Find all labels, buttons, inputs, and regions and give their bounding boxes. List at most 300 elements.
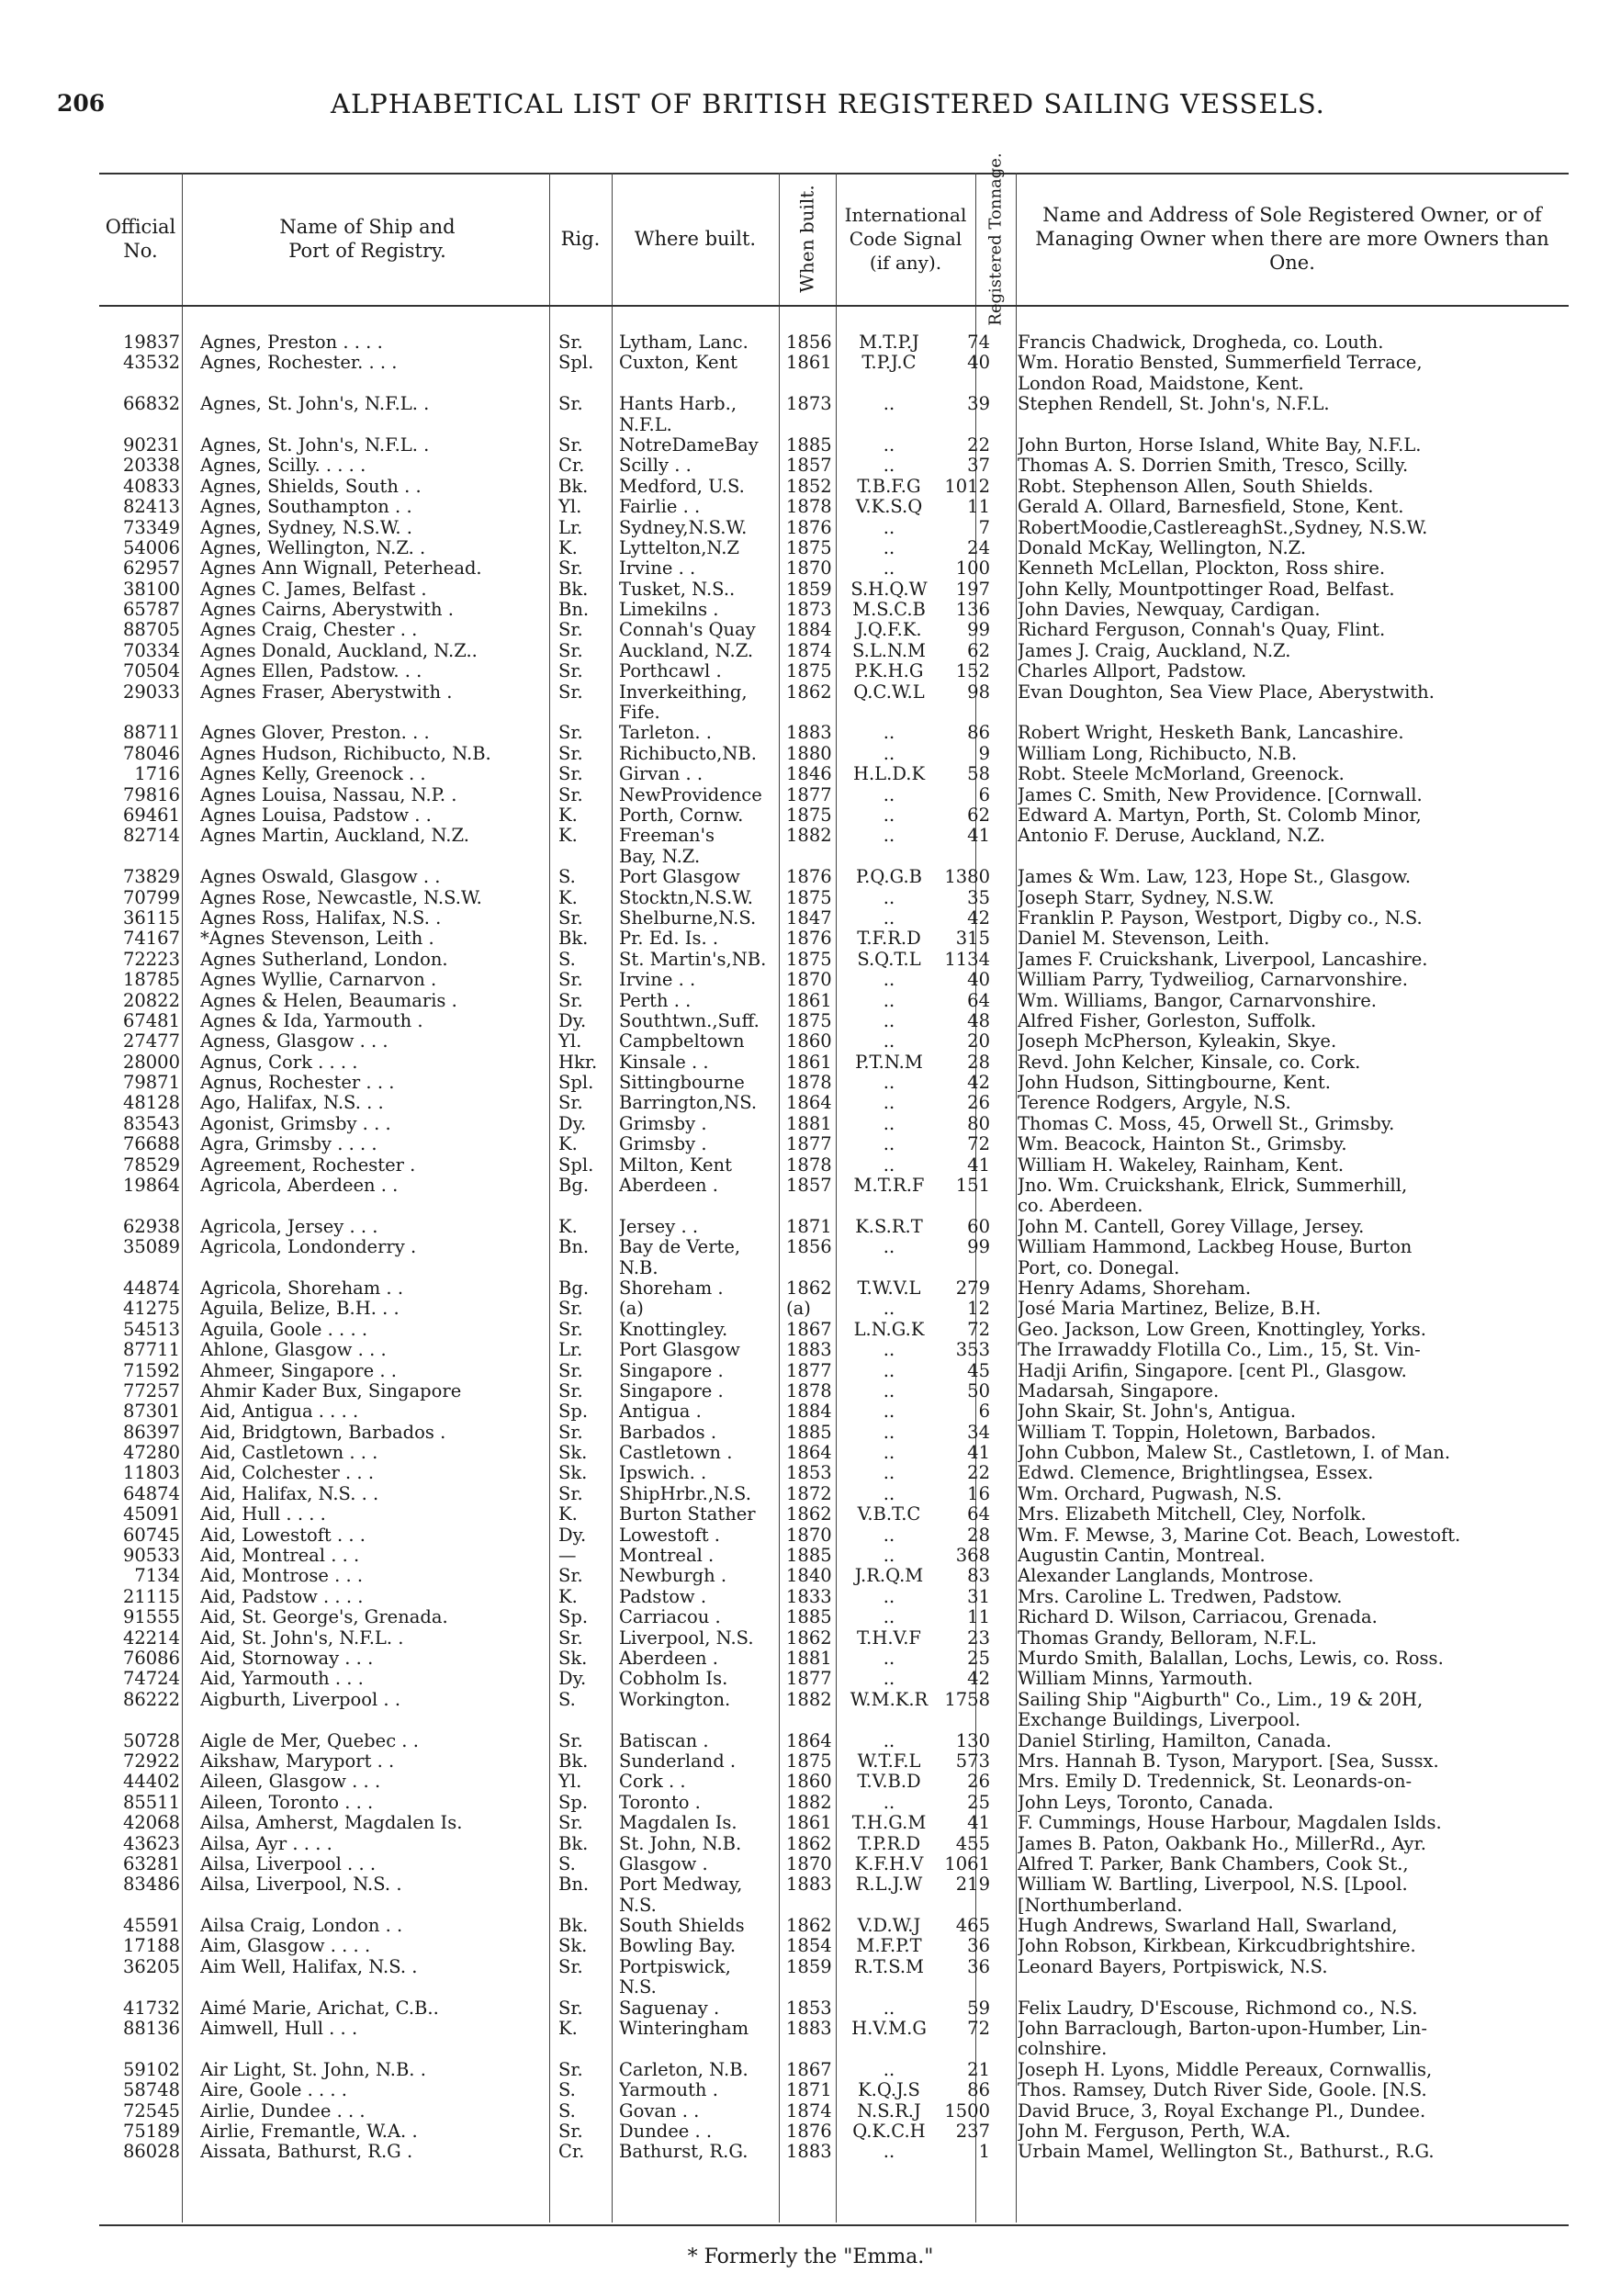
- official-no: 79871: [122, 1072, 180, 1094]
- where-built: Girvan . .: [619, 764, 704, 785]
- owner: John Kelly, Mountpottinger Road, Belfast.: [1018, 579, 1395, 600]
- when-built: 1878: [786, 1072, 832, 1094]
- ship-name: Agnes, Shields, South . .: [200, 476, 422, 497]
- when-built: 1884: [786, 1401, 832, 1423]
- owner: Henry Adams, Shoreham.: [1018, 1277, 1252, 1299]
- ship-name: Agness, Glasgow . . .: [200, 1031, 388, 1052]
- tonnage: 573: [955, 1750, 990, 1772]
- rig: Bg.: [558, 1175, 590, 1197]
- code-signal: T.V.B.D: [857, 1771, 921, 1793]
- ship-name: Aikshaw, Maryport . .: [200, 1750, 395, 1772]
- code-signal: ..: [883, 536, 895, 558]
- official-no: 69461: [122, 804, 180, 826]
- table-row: [99, 1134, 1569, 1154]
- owner: colnshire.: [1018, 2039, 1108, 2060]
- official-no: 19837: [122, 332, 180, 353]
- when-built: 1862: [786, 1626, 832, 1649]
- rig: Lr.: [558, 516, 583, 538]
- rig: Yl.: [558, 1030, 582, 1052]
- official-no: 50728: [122, 1729, 180, 1751]
- ship-name: Agnes Martin, Auckland, N.Z.: [200, 826, 469, 847]
- tonnage: 26: [967, 1771, 990, 1793]
- owner: David Bruce, 3, Royal Exchange Pl., Dundee.: [1018, 2100, 1426, 2122]
- official-no: 90533: [122, 1545, 180, 1567]
- where-built: Jersey . .: [619, 1216, 699, 1237]
- when-built: 1883: [786, 1339, 832, 1361]
- when-built: 1870: [786, 969, 832, 991]
- table-row: [99, 764, 1569, 784]
- tonnage: 219: [955, 1874, 990, 1896]
- code-signal: J.R.Q.M: [854, 1565, 924, 1587]
- code-signal: ..: [883, 1545, 895, 1567]
- code-signal: ..: [883, 989, 895, 1011]
- table-row: [99, 2019, 1569, 2039]
- code-signal: S.Q.T.L: [857, 948, 921, 970]
- table-row: [99, 641, 1569, 661]
- rig: S.: [558, 1852, 576, 1874]
- tonnage: 37: [967, 455, 990, 477]
- ship-name: Agnes Hudson, Richibucto, N.B.: [200, 743, 491, 764]
- ship-name: Aid, Halifax, N.S. . .: [200, 1483, 379, 1504]
- code-signal: W.M.K.R: [850, 1688, 929, 1710]
- table-row: [99, 1176, 1569, 1196]
- owner: Wm. F. Mewse, 3, Marine Cot. Beach, Lowestoft.: [1018, 1525, 1461, 1546]
- code-signal: ..: [883, 1462, 895, 1484]
- tonnage: 42: [967, 906, 990, 929]
- table-row: [99, 1011, 1569, 1031]
- ship-name: Agnus, Rochester . . .: [200, 1073, 395, 1094]
- when-built: 1875: [786, 536, 832, 558]
- rig: Lr.: [558, 1339, 583, 1361]
- tonnage: 16: [967, 1482, 990, 1504]
- table-row: [99, 2122, 1569, 2142]
- ship-name: Air Light, St. John, N.B. .: [200, 2059, 426, 2080]
- code-signal: ..: [883, 1668, 895, 1690]
- table-row: [99, 1628, 1569, 1649]
- owner: James F. Cruickshank, Liverpool, Lancashire.: [1018, 949, 1428, 970]
- official-no: 43532: [122, 352, 180, 374]
- tonnage: 31: [967, 1585, 990, 1607]
- official-no: 20822: [122, 989, 180, 1011]
- when-built: 1864: [786, 1442, 832, 1464]
- table-row: [99, 1607, 1569, 1627]
- owner: Francis Chadwick, Drogheda, co. Louth.: [1018, 332, 1384, 353]
- owner: Geo. Jackson, Low Green, Knottingley, Yorks.: [1018, 1319, 1426, 1340]
- when-built: 1857: [786, 1175, 832, 1197]
- official-no: 86028: [122, 2141, 180, 2163]
- tonnage: 42: [967, 1072, 990, 1094]
- official-no: 74724: [122, 1668, 180, 1690]
- where-built: Kinsale . .: [619, 1052, 709, 1073]
- when-built: 1861: [786, 1051, 832, 1073]
- rig: Sr.: [558, 1626, 583, 1649]
- ship-name: Agnes Ellen, Padstow. . .: [200, 661, 422, 682]
- when-built: 1880: [786, 742, 832, 764]
- ship-name: Aid, Castletown . . .: [200, 1443, 378, 1464]
- code-signal: ..: [883, 1236, 895, 1258]
- when-built: 1883: [786, 722, 832, 744]
- code-signal: ..: [883, 1997, 895, 2019]
- ship-name: Agnes Donald, Auckland, N.Z..: [200, 640, 478, 661]
- tonnage: 41: [967, 1442, 990, 1464]
- where-built: Shelburne,N.S.: [619, 907, 757, 929]
- when-built: 1862: [786, 681, 832, 703]
- rig: Spl.: [558, 1072, 594, 1094]
- when-built: 1875: [786, 948, 832, 970]
- header-where-built: Where built.: [634, 228, 757, 250]
- tonnage: 35: [967, 886, 990, 908]
- owner: Joseph McPherson, Kyleakin, Skye.: [1018, 1031, 1337, 1052]
- tonnage: 34: [967, 1421, 990, 1443]
- ship-name: Aim, Glasgow . . . .: [200, 1936, 371, 1957]
- official-no: 66832: [122, 393, 180, 415]
- official-no: 79816: [122, 783, 180, 805]
- official-no: 77257: [122, 1379, 180, 1401]
- official-no: 88705: [122, 619, 180, 641]
- owner: Robert Wright, Hesketh Bank, Lancashire.: [1018, 723, 1404, 744]
- owner: Daniel M. Stevenson, Leith.: [1018, 929, 1270, 950]
- rig: Sr.: [558, 1482, 583, 1504]
- owner: Robt. Stephenson Allen, South Shields.: [1018, 476, 1374, 497]
- owner: William W. Bartling, Liverpool, N.S. [Lpool.: [1018, 1874, 1408, 1896]
- when-built: 1874: [786, 639, 832, 661]
- tonnage: 39: [967, 393, 990, 415]
- code-signal: V.D.W.J: [857, 1915, 921, 1937]
- code-signal: ..: [883, 1648, 895, 1669]
- when-built: 1859: [786, 578, 832, 600]
- when-built: 1875: [786, 660, 832, 682]
- when-built: 1857: [786, 455, 832, 477]
- when-built: 1878: [786, 1154, 832, 1176]
- table-row: [99, 1874, 1569, 1895]
- ship-name: Agnes Glover, Preston. . .: [200, 723, 430, 744]
- where-built: Castletown .: [619, 1443, 733, 1464]
- rig: Sr.: [558, 639, 583, 661]
- ship-name: Agreement, Rochester .: [200, 1154, 416, 1176]
- where-built: Liverpool, N.S.: [619, 1627, 754, 1649]
- tonnage: 25: [967, 1791, 990, 1813]
- rig: Sr.: [558, 1359, 583, 1381]
- code-signal: V.K.S.Q: [855, 496, 923, 518]
- owner: Mrs. Elizabeth Mitchell, Cley, Norfolk.: [1018, 1504, 1367, 1525]
- owner: Port, co. Donegal.: [1018, 1257, 1180, 1278]
- when-built: 1873: [786, 599, 832, 621]
- when-built: (a): [786, 1298, 811, 1320]
- when-built: 1867: [786, 2058, 832, 2080]
- owner: John Hudson, Sittingbourne, Kent.: [1018, 1073, 1331, 1094]
- where-built: NotreDameBay: [619, 434, 759, 456]
- table-row: [99, 908, 1569, 929]
- table-row: [99, 1998, 1569, 2019]
- rig: Sr.: [558, 742, 583, 764]
- where-built: Govan . .: [619, 2100, 700, 2122]
- owner: Thos. Ramsey, Dutch River Side, Goole. [N.S.: [1018, 2080, 1427, 2101]
- ship-name: Aimé Marie, Arichat, C.B..: [200, 1998, 439, 2019]
- ship-name: Aire, Goole . . . .: [200, 2080, 347, 2101]
- when-built: 1878: [786, 496, 832, 518]
- code-signal: ..: [883, 906, 895, 929]
- official-no: 70504: [122, 660, 180, 682]
- owner: Edwd. Clemence, Brightlingsea, Essex.: [1018, 1463, 1374, 1484]
- ship-name: Agnes Fraser, Aberystwith .: [200, 681, 453, 703]
- rig: Dy.: [558, 1668, 587, 1690]
- tonnage: 197: [955, 578, 990, 600]
- tonnage: 62: [967, 804, 990, 826]
- tonnage: 22: [967, 1462, 990, 1484]
- owner: RobertMoodie,CastlereaghSt.,Sydney, N.S.W.: [1018, 517, 1428, 538]
- tonnage: 1134: [944, 948, 990, 970]
- tonnage: 20: [967, 1030, 990, 1052]
- table-row: [99, 1834, 1569, 1854]
- official-no: 82413: [122, 496, 180, 518]
- tonnage: 237: [955, 2120, 990, 2142]
- table-row: [99, 1731, 1569, 1751]
- rig: K.: [558, 825, 578, 847]
- official-no: 88136: [122, 2018, 180, 2040]
- tonnage: 28: [967, 1524, 990, 1546]
- tonnage: 41: [967, 1154, 990, 1176]
- where-built: Saguenay .: [619, 1998, 720, 2019]
- where-built: St. Martin's,NB.: [619, 949, 767, 970]
- owner: Thomas Grandy, Belloram, N.F.L.: [1018, 1627, 1317, 1649]
- when-built: 1856: [786, 1236, 832, 1258]
- where-built: Fife.: [619, 703, 660, 724]
- rig: Spl.: [558, 352, 594, 374]
- tonnage: 7: [978, 516, 990, 538]
- where-built: Tarleton. .: [619, 723, 712, 744]
- owner: Mrs. Emily D. Tredennick, St. Leonards-on-: [1018, 1772, 1413, 1793]
- table-row: [99, 374, 1569, 394]
- code-signal: ..: [883, 1154, 895, 1176]
- official-no: 43623: [122, 1832, 180, 1854]
- rig: Sr.: [558, 722, 583, 744]
- table-row: [99, 1278, 1569, 1299]
- where-built: (a): [619, 1299, 644, 1320]
- rig: K.: [558, 886, 578, 908]
- owner: London Road, Maidstone, Kent.: [1018, 373, 1304, 394]
- rig: Sp.: [558, 1791, 589, 1813]
- when-built: 1882: [786, 1688, 832, 1710]
- code-signal: ..: [883, 516, 895, 538]
- where-built: Workington.: [619, 1689, 731, 1710]
- official-no: 54006: [122, 536, 180, 558]
- ship-name: Aissata, Bathurst, R.G .: [200, 2142, 413, 2163]
- owner: John M. Cantell, Gorey Village, Jersey.: [1018, 1216, 1365, 1237]
- code-signal: ..: [883, 1030, 895, 1052]
- table-row: [99, 1936, 1569, 1956]
- rig: Sr.: [558, 2058, 583, 2080]
- tonnage: 368: [955, 1545, 990, 1567]
- official-no: 44402: [122, 1771, 180, 1793]
- owner: John Burton, Horse Island, White Bay, N.F.L.: [1018, 434, 1422, 456]
- ship-name: Agnes & Ida, Yarmouth .: [200, 1010, 423, 1031]
- tonnage: 9: [978, 742, 990, 764]
- tonnage: 21: [967, 2058, 990, 2080]
- code-signal: T.P.J.C: [861, 352, 917, 374]
- ship-name: Ailsa, Liverpool, N.S. .: [200, 1874, 402, 1896]
- code-signal: ..: [883, 1606, 895, 1628]
- ship-name: Agricola, Jersey . . .: [200, 1216, 378, 1237]
- tonnage: 86: [967, 2079, 990, 2101]
- table-row: [99, 1854, 1569, 1874]
- tonnage: 315: [955, 928, 990, 950]
- table-row: [99, 620, 1569, 640]
- table-row: [99, 1401, 1569, 1422]
- rig: Sr.: [558, 557, 583, 580]
- when-built: 1876: [786, 2120, 832, 2142]
- where-built: Porth, Cornw.: [619, 805, 744, 826]
- where-built: Lyttelton,N.Z: [619, 537, 739, 558]
- rig: Sr.: [558, 1092, 583, 1114]
- table-row: [99, 1093, 1569, 1113]
- where-built: N.B.: [619, 1257, 659, 1278]
- code-signal: ..: [883, 1339, 895, 1361]
- where-built: Medford, U.S.: [619, 476, 745, 497]
- table-row: [99, 1196, 1569, 1216]
- rig: S.: [558, 2079, 576, 2101]
- ship-name: Agricola, Londonderry .: [200, 1237, 417, 1258]
- tonnage: 62: [967, 639, 990, 661]
- where-built: N.S.: [619, 1895, 657, 1916]
- table-row: [99, 785, 1569, 805]
- rig: Sr.: [558, 1421, 583, 1443]
- code-signal: ..: [883, 1359, 895, 1381]
- table-row: [99, 1916, 1569, 1936]
- owner: Richard D. Wilson, Carriacou, Grenada.: [1018, 1607, 1378, 1628]
- ship-name: Ailsa, Amherst, Magdalen Is.: [200, 1813, 463, 1834]
- owner: Alfred Fisher, Gorleston, Suffolk.: [1018, 1010, 1317, 1031]
- when-built: 1870: [786, 1852, 832, 1874]
- table-row: [99, 1217, 1569, 1237]
- rig: Sp.: [558, 1401, 589, 1423]
- tonnage: 136: [955, 599, 990, 621]
- when-built: 1862: [786, 1277, 832, 1299]
- code-signal: ..: [883, 1585, 895, 1607]
- where-built: Richibucto,NB.: [619, 743, 757, 764]
- where-built: Grimsby .: [619, 1134, 707, 1155]
- ship-name: Aimwell, Hull . . .: [200, 2019, 358, 2040]
- code-signal: ..: [883, 1421, 895, 1443]
- table-row: [99, 1340, 1569, 1360]
- rig: S.: [558, 2099, 576, 2122]
- when-built: 1872: [786, 1482, 832, 1504]
- tonnage: 64: [967, 1503, 990, 1525]
- ship-name: Airlie, Fremantle, W.A. .: [200, 2121, 418, 2142]
- code-signal: ..: [883, 557, 895, 580]
- official-no: 90231: [122, 433, 180, 456]
- tonnage: 1012: [944, 475, 990, 497]
- owner: William Parry, Tydweiliog, Carnarvonshire.: [1018, 970, 1408, 991]
- when-built: 1852: [786, 475, 832, 497]
- code-signal: M.T.R.F: [853, 1175, 925, 1197]
- when-built: 1875: [786, 804, 832, 826]
- rig: Sr.: [558, 1565, 583, 1587]
- code-signal: T.W.V.L: [857, 1277, 921, 1299]
- code-signal: ..: [883, 742, 895, 764]
- official-no: 72922: [122, 1750, 180, 1772]
- official-no: 76086: [122, 1648, 180, 1669]
- official-no: 64874: [122, 1482, 180, 1504]
- table-row: [99, 1546, 1569, 1566]
- where-built: Porthcawl .: [619, 661, 722, 682]
- table-row: [99, 1258, 1569, 1278]
- official-no: 74167: [122, 928, 180, 950]
- table-row: [99, 2080, 1569, 2100]
- code-signal: ..: [883, 804, 895, 826]
- table-row: [99, 1114, 1569, 1134]
- when-built: 1877: [786, 783, 832, 805]
- official-no: 73829: [122, 866, 180, 888]
- where-built: Tusket, N.S..: [619, 579, 736, 600]
- owner: Wm. Williams, Bangor, Carnarvonshire.: [1018, 990, 1377, 1011]
- tonnage: 64: [967, 989, 990, 1011]
- table-row: [99, 1772, 1569, 1792]
- official-no: 73349: [122, 516, 180, 538]
- rig: S.: [558, 866, 576, 888]
- code-signal: ..: [883, 1524, 895, 1546]
- owner: Franklin P. Payson, Westport, Digby co., N.S.: [1018, 907, 1423, 929]
- tonnage: 353: [955, 1339, 990, 1361]
- table-row: [99, 1381, 1569, 1401]
- rig: K.: [558, 1503, 578, 1525]
- where-built: Ipswich. .: [619, 1463, 707, 1484]
- owner: Edward A. Martyn, Porth, St. Colomb Minor,: [1018, 805, 1422, 826]
- table-row: [99, 703, 1569, 723]
- where-built: Port Glasgow: [619, 867, 740, 888]
- when-built: 1877: [786, 1359, 832, 1381]
- rig: K.: [558, 1215, 578, 1237]
- ship-name: Aguila, Goole . . . .: [200, 1319, 368, 1340]
- official-no: 38100: [122, 578, 180, 600]
- rig: Sr.: [558, 393, 583, 415]
- tonnage: 45: [967, 1359, 990, 1381]
- ship-name: Agnes, St. John's, N.F.L. .: [200, 394, 430, 415]
- ship-name: Aid, Yarmouth . . .: [200, 1669, 364, 1690]
- owner: Mrs. Caroline L. Tredwen, Padstow.: [1018, 1586, 1343, 1607]
- when-built: 1847: [786, 906, 832, 929]
- official-no: 21115: [122, 1585, 180, 1607]
- code-signal: T.B.F.G: [857, 475, 921, 497]
- table-row: [99, 929, 1569, 949]
- table-row: [99, 970, 1569, 990]
- table-row: [99, 1443, 1569, 1463]
- ship-name: Agnes, Sydney, N.S.W. .: [200, 517, 412, 538]
- when-built: 1875: [786, 1750, 832, 1772]
- ship-name: Agnes Louisa, Nassau, N.P. .: [200, 784, 457, 805]
- tonnage: 11: [967, 1606, 990, 1628]
- owner: F. Cummings, House Harbour, Magdalen Islds.: [1018, 1813, 1442, 1834]
- rig: Sr.: [558, 1729, 583, 1751]
- owner: Wm. Horatio Bensted, Summerfield Terrace,: [1018, 353, 1423, 374]
- where-built: Pr. Ed. Is. .: [619, 929, 719, 950]
- owner: Joseph H. Lyons, Middle Pereaux, Cornwallis,: [1018, 2059, 1433, 2080]
- table-row: [99, 1525, 1569, 1546]
- where-built: Perth . .: [619, 990, 692, 1011]
- table-row: [99, 1690, 1569, 1710]
- where-built: Cobholm Is.: [619, 1669, 728, 1690]
- when-built: 1881: [786, 1112, 832, 1134]
- owner: Jno. Wm. Cruickshank, Elrick, Summerhill,: [1018, 1176, 1408, 1197]
- owner: Murdo Smith, Balallan, Lochs, Lewis, co. Ross.: [1018, 1649, 1444, 1669]
- official-no: 42214: [122, 1626, 180, 1649]
- code-signal: N.S.R.J: [857, 2099, 921, 2122]
- where-built: Connah's Quay: [619, 620, 756, 641]
- when-built: 1881: [786, 1648, 832, 1669]
- code-signal: T.F.R.D: [857, 928, 921, 950]
- when-built: 1860: [786, 1030, 832, 1052]
- official-no: 78046: [122, 742, 180, 764]
- when-built: 1864: [786, 1729, 832, 1751]
